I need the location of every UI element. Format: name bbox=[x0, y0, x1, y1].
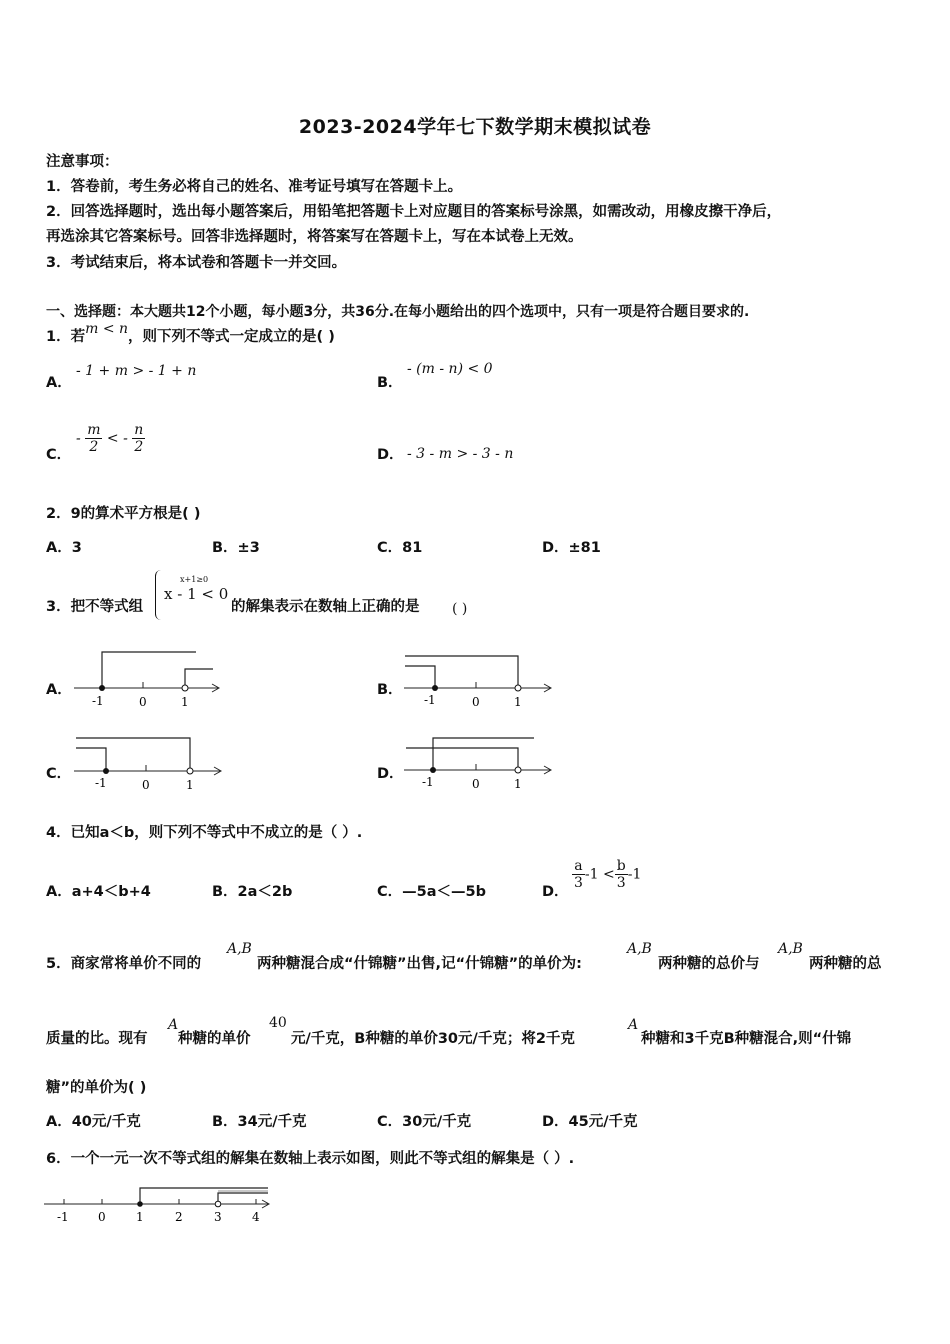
q5-line2-part4: 种糖和3千克B种糖混合,则“什锦 bbox=[641, 1031, 852, 1047]
q6-numberline bbox=[40, 1180, 280, 1228]
q3-system-bottom: x - 1 < 0 bbox=[164, 585, 229, 603]
q1-prefix: 1．若 bbox=[46, 329, 86, 345]
q1-option-c bbox=[76, 422, 145, 455]
q3-option-b-numberline bbox=[400, 648, 560, 712]
q4-option-d-label: D． bbox=[542, 884, 569, 900]
q5-a-letter-2: A bbox=[628, 1017, 639, 1033]
q3d-tick-1: 1 bbox=[514, 777, 522, 791]
q5-ab-1: A,B bbox=[227, 941, 252, 957]
q1-option-d-label: D． bbox=[377, 447, 404, 463]
q5-option-a: A．40元/千克 bbox=[46, 1114, 141, 1130]
q1-option-d: - 3 - m > - 3 - n bbox=[407, 446, 514, 462]
q3b-tick-neg1: -1 bbox=[424, 693, 436, 707]
q4-option-a: A．a+4＜b+4 bbox=[46, 884, 151, 900]
q1-c-num1: m bbox=[87, 422, 101, 438]
q6-tick-4: 4 bbox=[252, 1210, 260, 1224]
q4-d-den1: 3 bbox=[574, 875, 583, 891]
q1-c-num2: n bbox=[134, 422, 144, 438]
q6-tick-3: 3 bbox=[214, 1210, 222, 1224]
q1-suffix: ，则下列不等式一定成立的是( ) bbox=[128, 329, 335, 345]
q1-c-mid: < - bbox=[106, 430, 128, 447]
q5-line2-part2: 种糖的单价 bbox=[178, 1031, 251, 1047]
q5-line3: 糖”的单价为( ) bbox=[46, 1080, 147, 1096]
q1-c-den1: 2 bbox=[85, 438, 102, 455]
q5-line1-part1: 5．商家常将单价不同的 bbox=[46, 956, 202, 972]
q3-suffix: 的解集表示在数轴上正确的是 bbox=[231, 599, 420, 615]
q5-option-d: D．45元/千克 bbox=[542, 1114, 638, 1130]
q2-option-a: A．3 bbox=[46, 540, 82, 556]
q3-paren: ( ) bbox=[452, 601, 468, 617]
section-heading: 一、选择题：本大题共12个小题，每小题3分，共36分.在每小题给出的四个选项中，只有一项是符合题目要求的. bbox=[46, 304, 750, 320]
q2-option-c: C．81 bbox=[377, 540, 423, 556]
q3-option-d-numberline bbox=[400, 732, 560, 796]
q3c-tick-neg1: -1 bbox=[95, 776, 107, 790]
q4-d-num1: a bbox=[574, 858, 583, 874]
q5-line2-part1: 质量的比。现有 bbox=[46, 1031, 148, 1047]
q6-tick-1: 1 bbox=[136, 1210, 144, 1224]
q5-ab-2: A,B bbox=[627, 941, 652, 957]
q3a-tick-1: 1 bbox=[181, 695, 189, 709]
q1-c-minus: - bbox=[76, 430, 81, 447]
q3-option-a-label: A． bbox=[46, 682, 72, 698]
q5-price: 40 bbox=[269, 1015, 287, 1031]
q3-option-a-numberline bbox=[70, 648, 230, 712]
q6-tick-2: 2 bbox=[175, 1210, 183, 1224]
q6-stem: 6．一个一元一次不等式组的解集在数轴上表示如图，则此不等式组的解集是（ ）. bbox=[46, 1151, 575, 1167]
notice-item-3: 3．考试结束后，将本试卷和答题卡一并交回。 bbox=[46, 255, 347, 271]
q4-option-c: C．—5a＜—5b bbox=[377, 884, 486, 900]
q3-option-d-label: D． bbox=[377, 766, 404, 782]
q3a-tick-0: 0 bbox=[139, 695, 147, 709]
q3-option-c-numberline bbox=[70, 732, 230, 796]
q1-option-a: - 1 + m > - 1 + n bbox=[76, 363, 197, 379]
q5-line1-part2: 两种糖混合成“什锦糖”出售,记“什锦糖”的单价为: bbox=[257, 956, 582, 972]
q3a-tick-neg1: -1 bbox=[92, 694, 104, 708]
q6-tick-neg1: -1 bbox=[57, 1210, 69, 1224]
q4-d-den2: 3 bbox=[615, 874, 628, 891]
q1-stem bbox=[46, 321, 335, 347]
q1-option-a-label: A． bbox=[46, 375, 72, 391]
q3-option-c-label: C． bbox=[46, 766, 72, 782]
q3b-tick-1: 1 bbox=[514, 695, 522, 709]
notice-item-2-line1: 2．回答选择题时，选出每小题答案后，用铅笔把答题卡上对应题目的答案标号涂黑，如需改动，用橡皮擦干净后， bbox=[46, 204, 782, 220]
notice-item-1: 1．答卷前，考生务必将自己的姓名、准考证号填写在答题卡上。 bbox=[46, 179, 463, 195]
page-title: 2023-2024学年七下数学期末模拟试卷 bbox=[298, 116, 652, 138]
q3-prefix: 3．把不等式组 bbox=[46, 599, 144, 615]
q3c-tick-1: 1 bbox=[186, 778, 194, 792]
q1-option-b-label: B． bbox=[377, 375, 403, 391]
q4-d-mid: -1 < bbox=[584, 866, 615, 883]
q5-line1-part3: 两种糖的总价与 bbox=[658, 956, 760, 972]
q3-system-top: x+1≥0 bbox=[180, 575, 209, 584]
q1-option-c-label: C． bbox=[46, 447, 72, 463]
q4-d-end: -1 bbox=[627, 866, 642, 883]
q3-option-b-label: B． bbox=[377, 682, 403, 698]
q4-option-b: B．2a＜2b bbox=[212, 884, 293, 900]
q3c-tick-0: 0 bbox=[142, 778, 150, 792]
q5-a-letter-1: A bbox=[168, 1017, 179, 1033]
notice-item-2-line2: 再选涂其它答案标号。回答非选择题时，将答案写在答题卡上，写在本试卷上无效。 bbox=[46, 229, 583, 245]
q4-option-d bbox=[572, 858, 641, 891]
q2-stem: 2．9的算术平方根是( ) bbox=[46, 506, 201, 522]
q1-option-b: - (m - n) < 0 bbox=[407, 361, 493, 377]
q4-d-num2: b bbox=[616, 858, 626, 874]
q4-stem: 4．已知a＜b，则下列不等式中不成立的是（ ）. bbox=[46, 825, 363, 841]
q3-brace bbox=[155, 570, 162, 620]
q3b-tick-0: 0 bbox=[472, 695, 480, 709]
q5-line1-part4: 两种糖的总 bbox=[809, 956, 882, 972]
q5-option-b: B．34元/千克 bbox=[212, 1114, 307, 1130]
q1-c-den2: 2 bbox=[132, 438, 145, 455]
notice-heading: 注意事项： bbox=[46, 154, 119, 170]
q5-ab-3: A,B bbox=[778, 941, 803, 957]
q2-option-d: D．±81 bbox=[542, 540, 601, 556]
q3d-tick-0: 0 bbox=[472, 777, 480, 791]
q2-option-b: B．±3 bbox=[212, 540, 260, 556]
q6-tick-0: 0 bbox=[98, 1210, 106, 1224]
q5-option-c: C．30元/千克 bbox=[377, 1114, 472, 1130]
q5-line2-part3: 元/千克，B种糖的单价30元/千克；将2千克 bbox=[291, 1031, 575, 1047]
q1-condition: m < n bbox=[85, 321, 129, 337]
q3d-tick-neg1: -1 bbox=[422, 775, 434, 789]
